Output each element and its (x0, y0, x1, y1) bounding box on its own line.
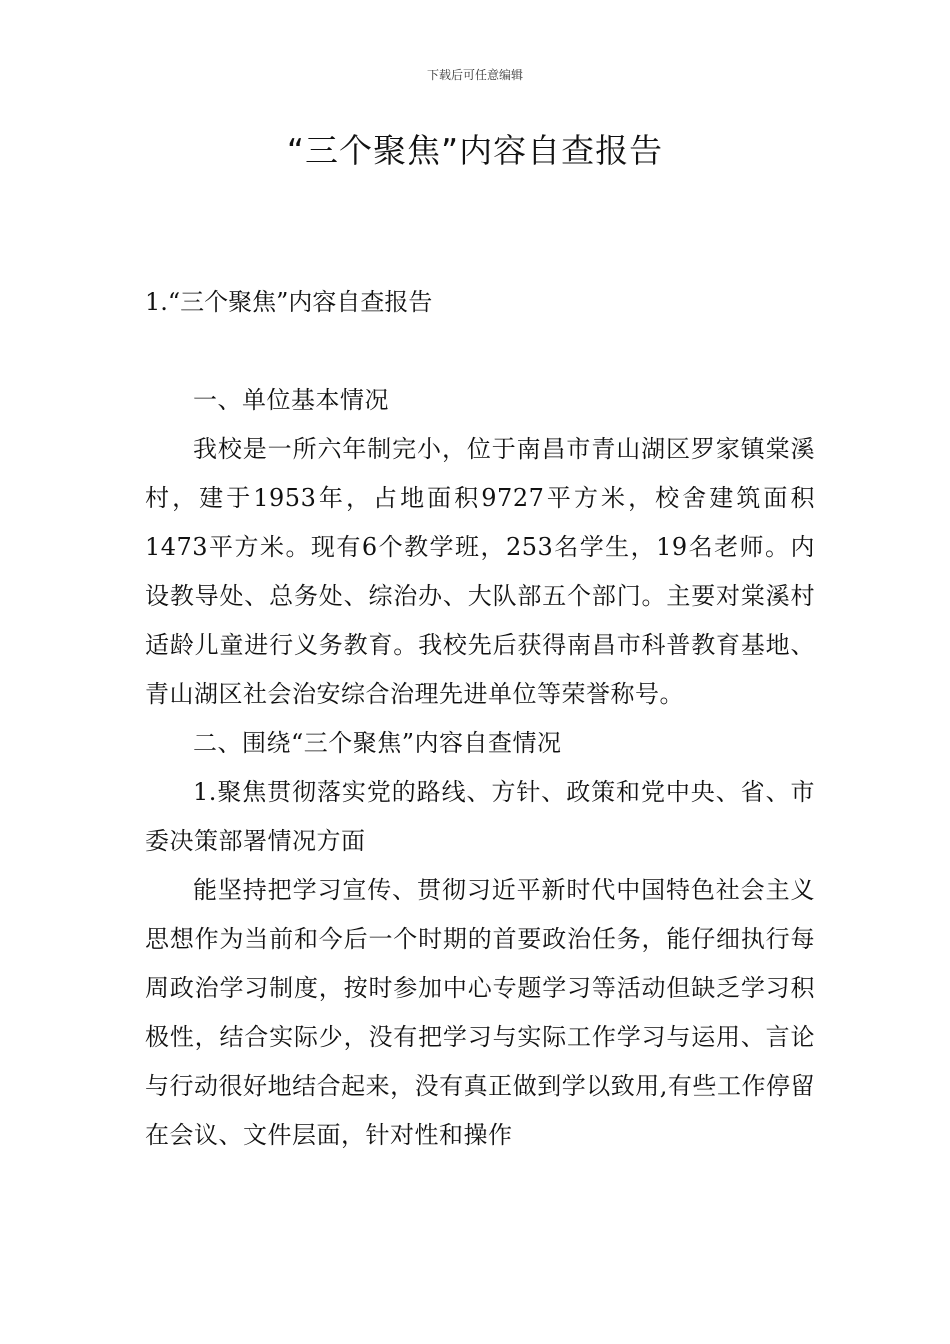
section-heading: 1.“三个聚焦”内容自查报告 (145, 288, 433, 316)
document-body (145, 278, 815, 1160)
page-header-note: 下载后可任意编辑 (426, 68, 523, 82)
paragraph-unit-basic-heading: 一、单位基本情况 (193, 386, 389, 414)
paragraph-self-check-heading: 二、围绕“三个聚焦”内容自查情况 (193, 729, 562, 757)
paragraph-focus-1-heading: 1.聚焦贯彻落实党的路线、方针、政策和党中央、省、市委决策部署情况方面 (145, 778, 815, 855)
paragraph-focus-1-body: 能坚持把学习宣传、贯彻习近平新时代中国特色社会主义思想作为当前和今后一个时期的首要政治任务，能仔细执行每周政治学习制度，按时参加中心专题学习等活动但缺乏学习积极性，结合实际少，没有把学习与实际工作学习与运用、言论与行动很好地结合起来，没有真正做到学以致用,有些工作停留在会议、文件层面，针对性和操作 (145, 876, 815, 1149)
document-title: “三个聚焦”内容自查报告 (286, 131, 664, 170)
paragraph-unit-basic-info: 我校是一所六年制完小，位于南昌市青山湖区罗家镇棠溪村，建于1953年，占地面积9727平方米，校舍建筑面积1473平方米。现有6个教学班，253名学生，19名老师。内设教导处、总务处、综治办、大队部五个部门。主要对棠溪村适龄儿童进行义务教育。我校先后获得南昌市科普教育基地、青山湖区社会治安综合治理先进单位等荣誉称号。 (145, 435, 815, 708)
heading-spacer (145, 326, 815, 376)
